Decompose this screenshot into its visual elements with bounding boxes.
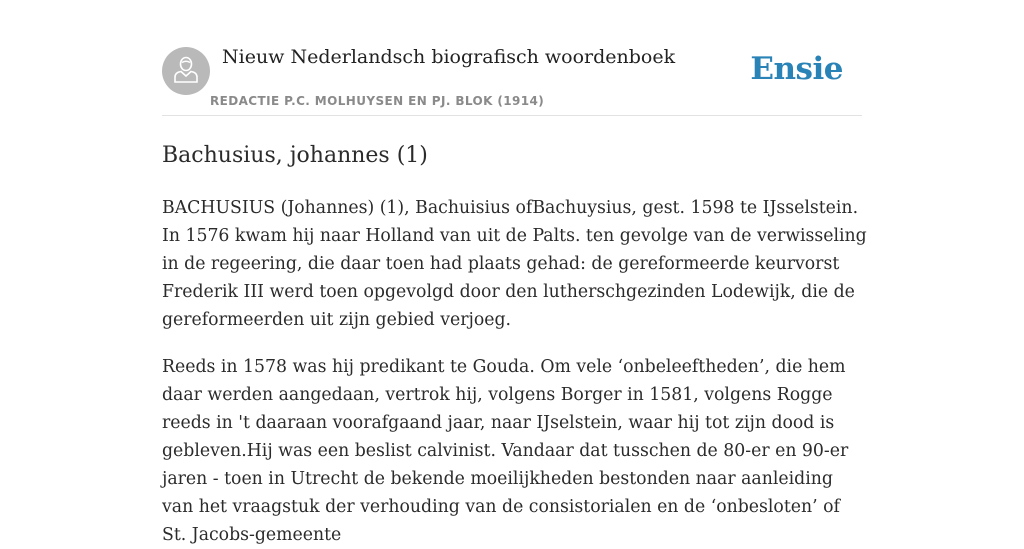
entry-paragraph: BACHUSIUS (Johannes) (1), Bachuisius ofBachuysius, gest. 1598 te IJsselstein. In 1576 kwam hij naar Holland van uit de Palts. ten gevolge van de verwisseling in de regeering, die daar toen had plaats gehad: de gereformeerde keurvorst Frederik III werd toen opgevolgd door den lutherschgezinden Lodewijk, die de gereformeerden uit zijn gebied verjoeg. [162, 198, 867, 330]
page [162, 0, 867, 549]
page-title: Bachusius, johannes (1) [162, 143, 428, 168]
ensie-logo[interactable]: Ensie [750, 51, 843, 87]
user-icon [173, 55, 199, 87]
header [162, 45, 862, 116]
entry-paragraph: Reeds in 1578 was hij predikant te Gouda. Om vele ‘onbeleeftheden’, die hem daar werden aangedaan, vertrok hij, volgens Borger in 1581, volgens Rogge reeds in 't daaraan voorafgaand jaar, naar IJselstein, waar hij tot zijn dood is gebleven.Hij was een beslist calvinist. Vandaar dat tusschen de 80-er en 90-er jaren - toen in Utrecht de bekende moeilijkheden bestonden naar aanleiding van het vraagstuk der verhouding van de consistorialen en de ‘onbesloten’ of St. Jacobs-gemeente [162, 357, 849, 545]
avatar[interactable] [162, 47, 210, 95]
book-title[interactable]: Nieuw Nederlandsch biografisch woordenboek [222, 46, 676, 68]
book-subtitle: REDACTIE P.C. MOLHUYSEN EN PJ. BLOK (1914) [210, 94, 545, 108]
